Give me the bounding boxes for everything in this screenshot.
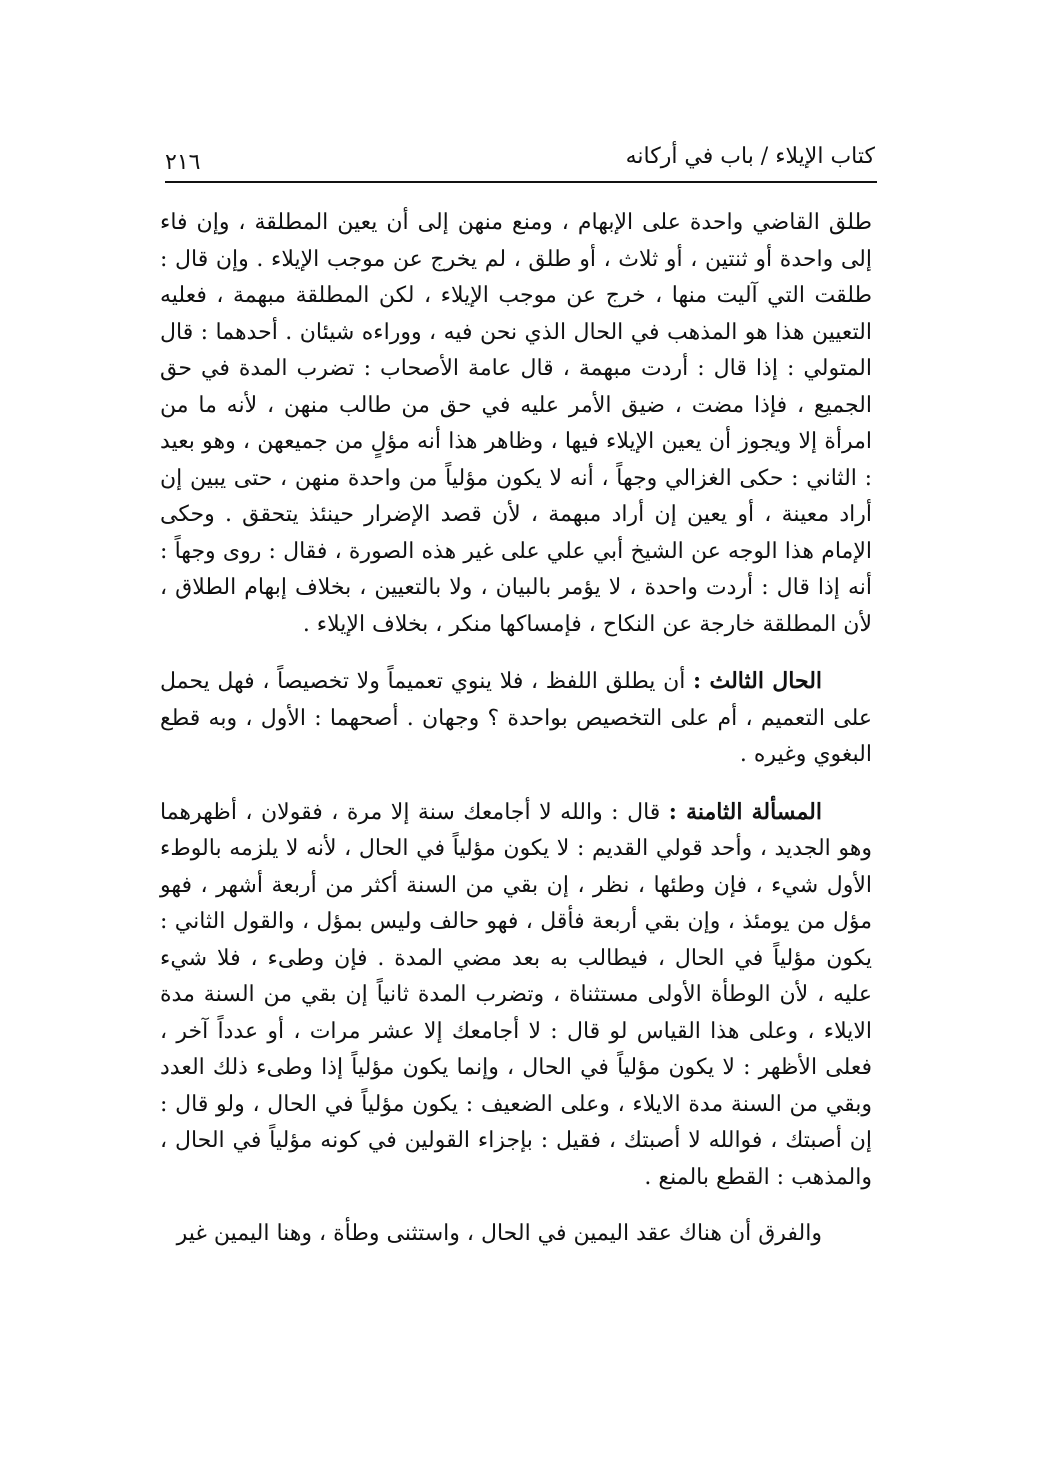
paragraph-2-text: أن يطلق اللفظ ، فلا ينوي تعميماً ولا تخصيصاً ، فهل يحمل على التعميم ، أم على التخصيص بواحدة ؟ وجهان . أصحهما : الأول ، وبه قطع البغوي وغيره . <box>160 669 872 767</box>
paragraph-4 <box>160 1216 872 1253</box>
section-heading-third-case: الحال الثالث : <box>693 668 823 694</box>
header-title: كتاب الإيلاء / باب في أركانه <box>625 144 875 169</box>
paragraph-3-text: قال : والله لا أجامعك سنة إلا مرة ، فقولان ، أظهرهما وهو الجديد ، وأحد قولي القديم : لا يكون مؤلياً في الحال ، لأنه لا يلزمه بالوطء الأول شيء ، فإن وطئها ، نظر ، إن بقي من السنة أكثر من أربعة أشهر ، فهو مؤل من يومئذ ، وإن بقي أربعة فأقل ، فهو حالف وليس بمؤل ، والقول الثاني : يكون مؤلياً في الحال ، فيطالب به بعد مضي المدة . فإن وطىء ، فلا شيء عليه ، لأن الوطأة الأولى مستثناة ، وتضرب المدة ثانياً إن بقي من السنة مدة الايلاء ، وعلى هذا القياس لو قال : لا أجامعك إلا عشر مرات ، أو عدداً آخر ، فعلى الأظهر : لا يكون مؤلياً في الحال ، وإنما يكون مؤلياً إذا وطىء ذلك العدد وبقي من السنة مدة الايلاء ، وعلى الضعيف : يكون مؤلياً في الحال ، ولو قال : إن أصبتك ، فوالله لا أصبتك ، فقيل : بإجزاء القولين في كونه مؤلياً في الحال ، والمذهب : القطع بالمنع . <box>160 799 872 1190</box>
paragraph-1-text: طلق القاضي واحدة على الإبهام ، ومنع منهن إلى أن يعين المطلقة ، وإن فاء إلى واحدة أو ثنتين ، أو ثلاث ، أو طلق ، لم يخرج عن موجب الإيلاء . وإن قال : طلقت التي آليت منها ، خرج عن موجب الإيلاء ، لكن المطلقة مبهمة ، فعليه التعيين هذا هو المذهب في الحال الذي نحن فيه ، ووراءه شيئان . أحدهما : قال المتولي : إذا قال : أردت مبهمة ، قال عامة الأصحاب : تضرب المدة في حق الجميع ، فإذا مضت ، ضيق الأمر عليه في حق من طالب منهن ، لأنه ما من امرأة إلا ويجوز أن يعين الإيلاء فيها ، وظاهر هذا أنه مؤلٍ من جميعهن ، وهو بعيد : الثاني : حكى الغزالي وجهاً ، أنه لا يكون مؤلياً من واحدة منهن ، حتى يبين إن أراد معينة ، أو يعين إن أراد مبهمة ، لأن قصد الإضرار حينئذ يتحقق . وحكى الإمام هذا الوجه عن الشيخ أبي علي على غير هذه الصورة ، فقال : روى وجهاً : أنه إذا قال : أردت واحدة ، لا يؤمر بالبيان ، ولا بالتعيين ، بخلاف إبهام الطلاق ، لأن المطلقة خارجة عن النكاح ، فإمساكها منكر ، بخلاف الإيلاء . <box>160 210 872 637</box>
paragraph-1 <box>160 205 872 643</box>
section-heading-eighth-issue: المسألة الثامنة : <box>668 798 822 825</box>
page-body <box>160 205 872 1253</box>
paragraph-3 <box>160 794 872 1197</box>
page-number: ٢١٦ <box>165 150 201 175</box>
running-header <box>165 140 875 180</box>
paragraph-2 <box>160 663 872 774</box>
paragraph-4-text: والفرق أن هناك عقد اليمين في الحال ، واستثنى وطأة ، وهنا اليمين غير <box>176 1221 822 1246</box>
header-divider <box>165 181 877 183</box>
